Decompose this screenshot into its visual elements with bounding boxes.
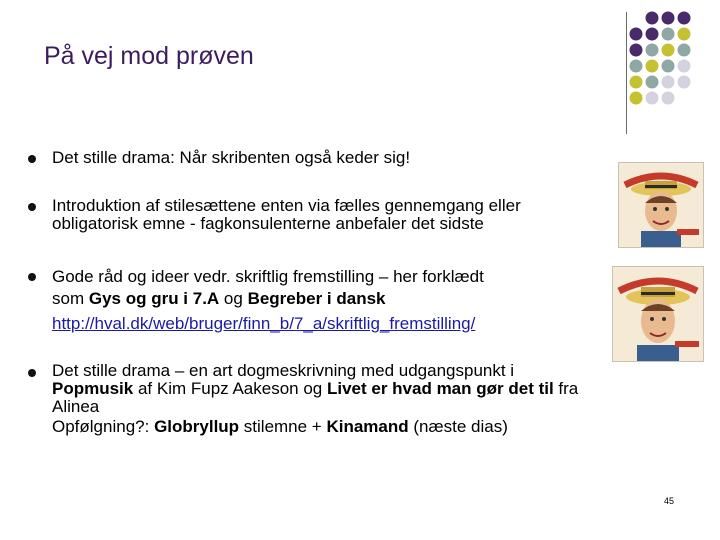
decorative-dot (646, 44, 659, 57)
decorative-dot (678, 76, 691, 89)
decorative-dot (646, 12, 659, 25)
decorative-dot (630, 76, 643, 89)
decorative-dot (678, 12, 691, 25)
bullet-2-text (52, 197, 521, 233)
bullet-4-line-3: Alinea (52, 397, 100, 416)
bullet-dot (28, 369, 36, 377)
decorative-dot (646, 92, 659, 105)
decorative-dot (662, 92, 675, 105)
bold-gys-og-gru: Gys og gru i 7.A (88, 289, 220, 308)
decorative-dot (630, 44, 643, 57)
bullet-3-text (52, 266, 484, 310)
book-cover-illustration (619, 163, 703, 247)
slide-title: På vej mod prøven (44, 42, 254, 70)
decorative-dot (646, 28, 659, 41)
decorative-dot (662, 12, 675, 25)
skriftlig-fremstilling-link[interactable]: http://hval.dk/web/bruger/finn_b/7_a/skriftlig_fremstilling/ (52, 314, 476, 333)
decorative-dot (662, 60, 675, 73)
decorative-dot (646, 76, 659, 89)
decorative-dot (678, 28, 691, 41)
bullet-dot (28, 155, 36, 163)
bullet-2-line-1: Introduktion af stilesættene enten via fælles gennemgang eller (52, 196, 521, 215)
page-number: 45 (664, 496, 675, 506)
decorative-dot (662, 76, 675, 89)
decorative-dot (678, 44, 691, 57)
bullet-4-line-4: Opfølgning?: Globryllup stilemne + Kinamand (næste dias) (52, 417, 508, 436)
bullet-4-text (52, 362, 578, 436)
bullet-4-line-2: Popmusik af Kim Fupz Aakeson og Livet er hvad man gør det til fra (52, 379, 579, 398)
decorative-dot (630, 92, 643, 105)
book-cover-image (612, 266, 704, 362)
bullet-4-line-1: Det stille drama – en art dogmeskrivning med udgangspunkt i (52, 361, 515, 380)
book-cover-image (618, 162, 704, 248)
bullet-3-line-1: Gode råd og ideer vedr. skriftlig fremstilling – her forklædt (52, 267, 484, 286)
bullet-2-line-2: obligatorisk emne - fagkonsulenterne anbefaler det sidste (52, 214, 484, 233)
divider-line (626, 12, 627, 134)
decorative-dot (646, 60, 659, 73)
decorative-dot (662, 28, 675, 41)
bullet-1-text (52, 149, 410, 167)
decorative-dot (678, 60, 691, 73)
bullet-dot (28, 273, 36, 281)
decorative-dot (630, 60, 643, 73)
bullet-3-link-row (22, 315, 475, 333)
bullet-dot (28, 203, 36, 211)
bullet-1-line: Det stille drama: Når skribenten også keder sig! (52, 148, 411, 167)
bullet-3-line-2: som Gys og gru i 7.A og Begreber i dansk (52, 289, 386, 308)
book-cover-illustration (613, 267, 703, 361)
decorative-dot (630, 28, 643, 41)
bold-begreber-i-dansk: Begreber i dansk (247, 289, 386, 308)
decorative-dot (662, 44, 675, 57)
